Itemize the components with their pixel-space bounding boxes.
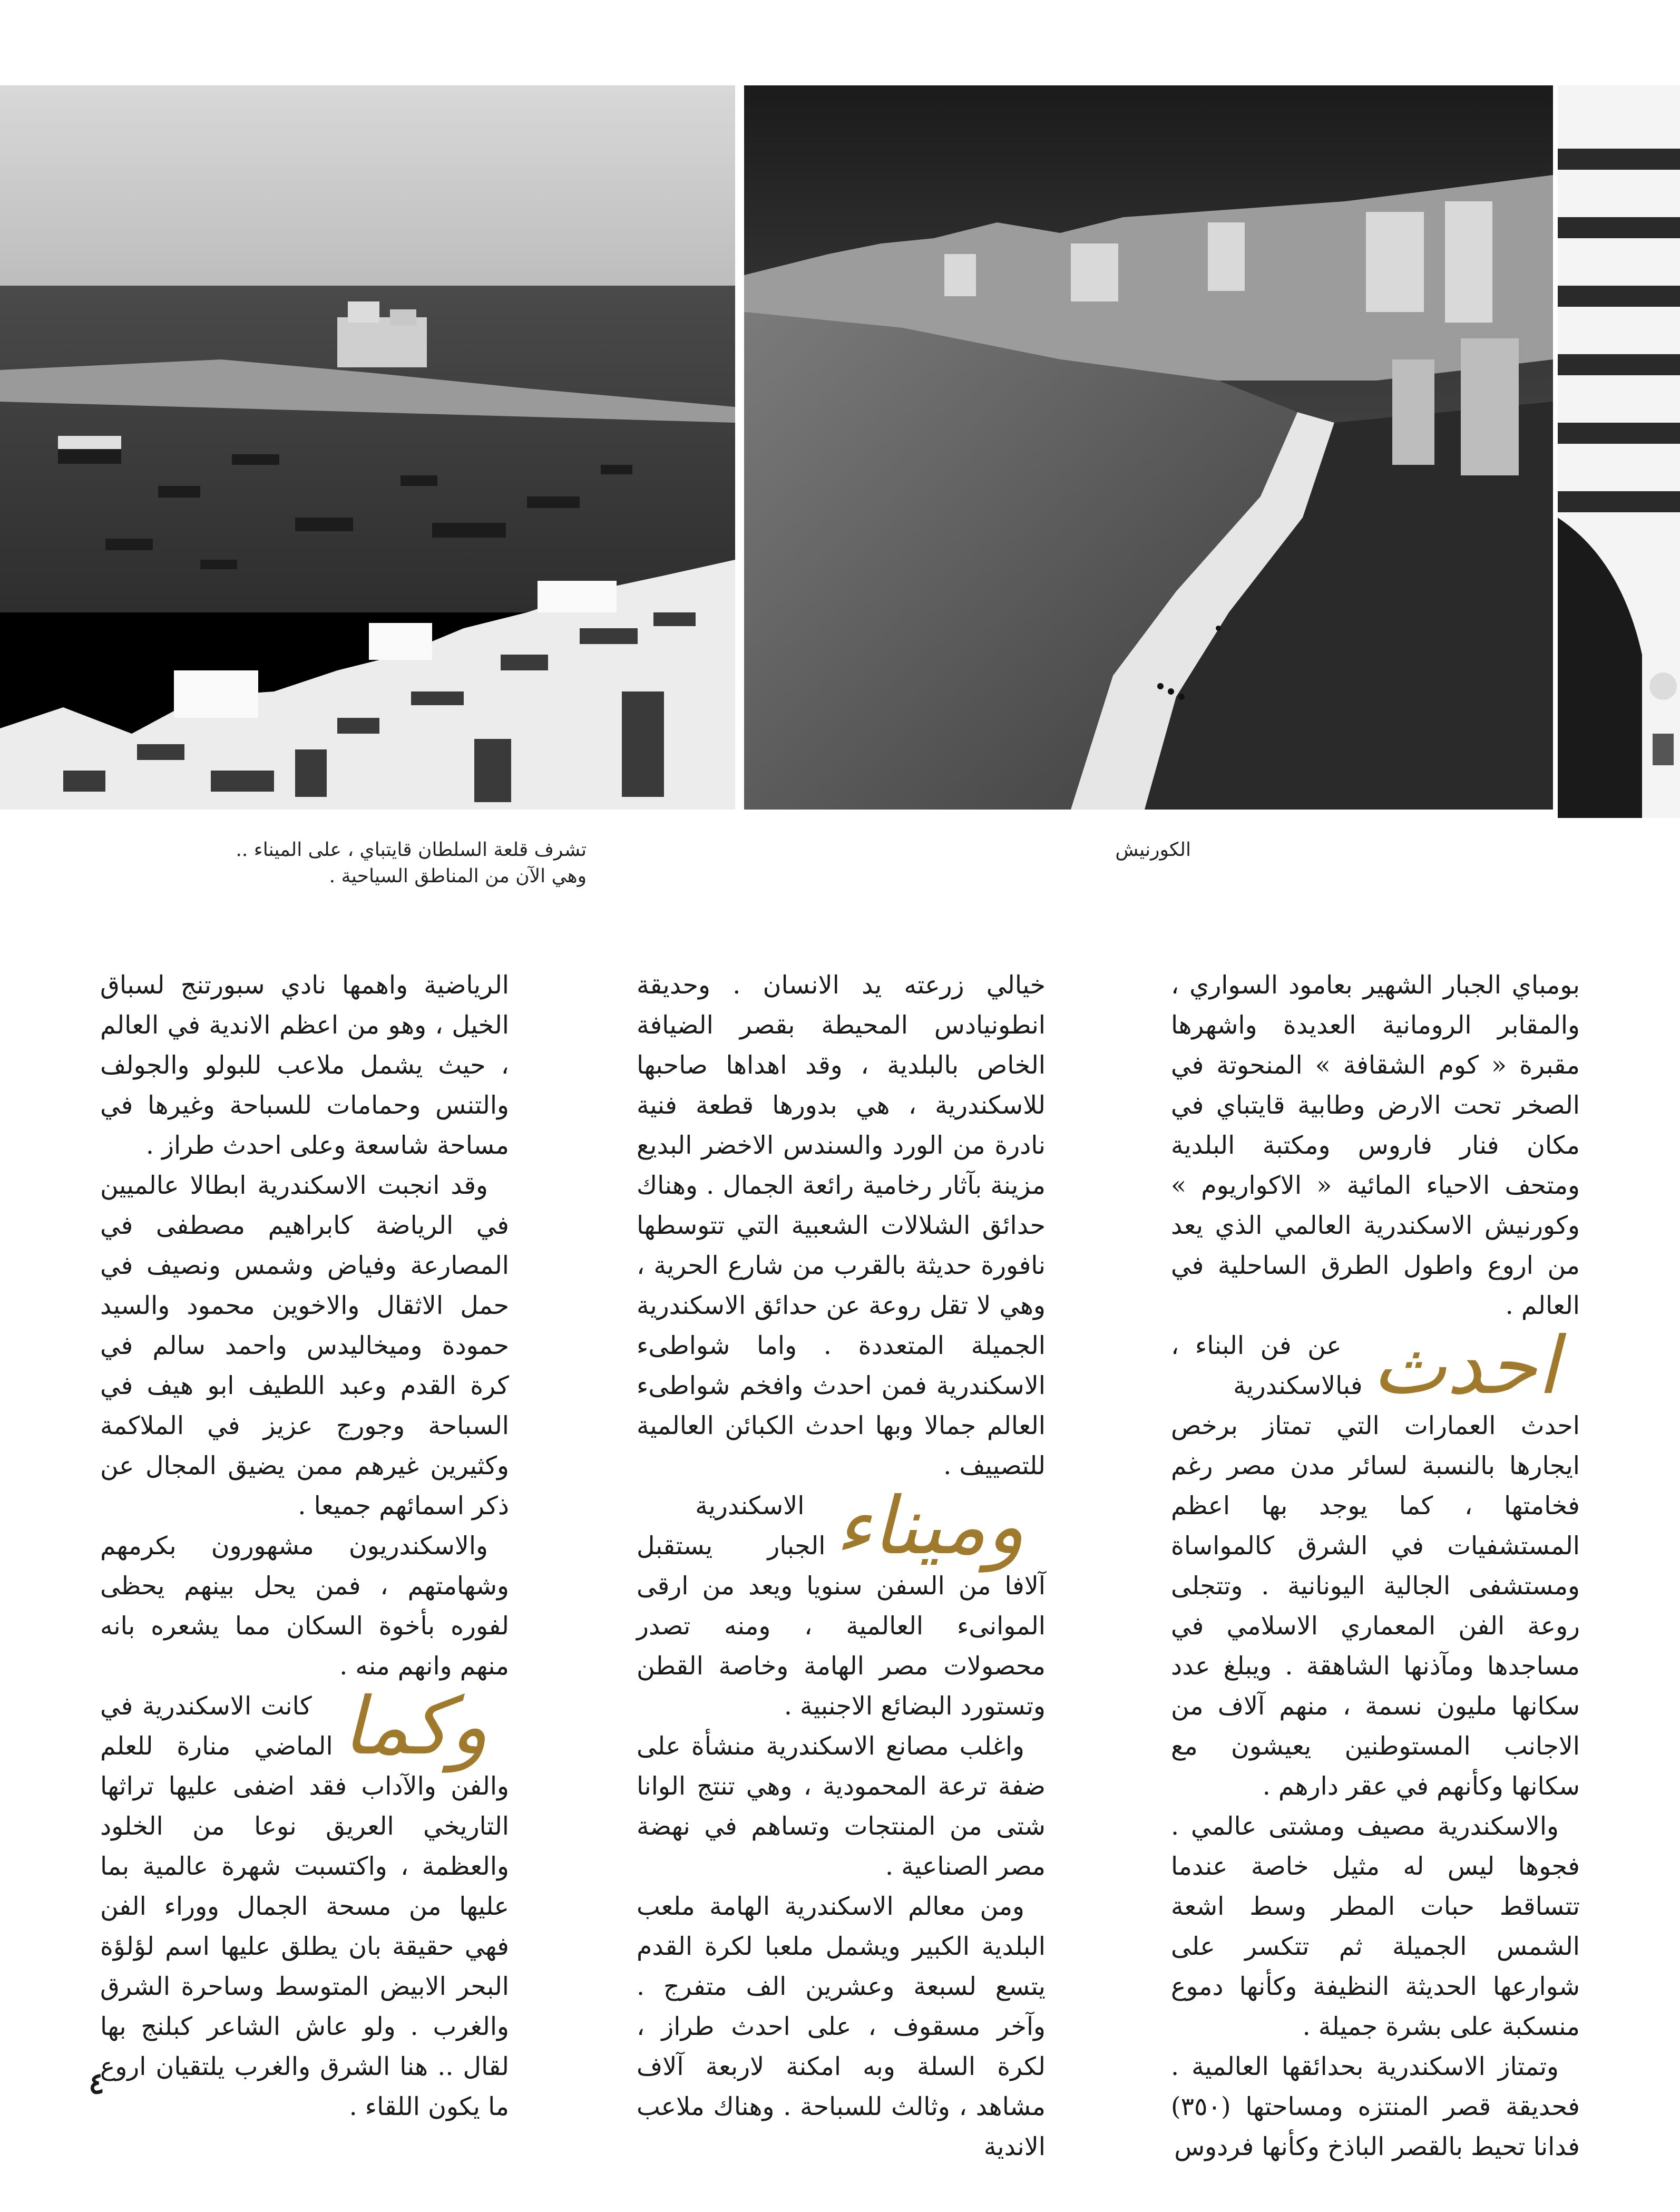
paragraph [637,1480,1046,1727]
paragraph-text: الاسكندرية الجبار يستقبل آلافا من السفن سنويا ويعد من ارقى الموانىء العالمية ، ومنه تصدر محصولات مصر الهامة وخاصة القطن وتستورد البضائع الاجنبية . [637,1492,1046,1721]
text-column-middle [637,966,1046,2161]
paragraph-text: عن فن البناء ، فبالاسكندرية احدث العمارات التي تمتاز برخص ايجارها بالنسبة لسائر مدن مصر رغم فخامتها ، كما يوجد بها اعظم المستشفيات في الشرق كالمواساة ومستشفى الجالية اليونانية . وتتجلى روعة الفن المعماري الاسلامي في مساجدها ومآذنها الشاهقة . ويبلغ عدد سكانها مليون نسمة ، منهم آلاف من الاجانب المستوطنين يعيشون مع سكانها وكأنهم في عقر دارهم . [1171,1331,1580,1801]
paragraph-text: كانت الاسكندرية في الماضي منارة للعلم والفن والآداب فقد اضفى عليها تراثها التاريخي العريق نوعا من الخلود والعظمة ، واكتسبت شهرة عالمية بما عليها من مسحة الجمال ووراء الفن فهي حقيقة بان يطلق عليها اسم لؤلؤة البحر الابيض المتوسط وساحرة الشرق والغرب . ولو عاش الشاعر كبلنج بها لقال .. هنا الشرق والغرب يلتقيان اروع ما يكون اللقاء . [100,1692,509,2121]
corniche-photo-illustration [744,85,1553,810]
paragraph: وقد انجبت الاسكندرية ابطالا عالميين في الرياضة كابراهيم مصطفى في المصارعة وفياض وشمس ونصيف في حمل الاثقال والاخوين محمود والسيد حمودة وميخاليدس واحمد سالم في كرة القدم وعبد اللطيف ابو هيف في السباحة وجورج عزيز في الملاكمة وكثيرين غيرهم ممن يضيق المجال عن ذكر اسمائهم جميعا . [100,1171,509,1521]
paragraph [1171,1320,1580,1807]
paragraph: ومن معالم الاسكندرية الهامة ملعب البلدية الكبير ويشمل ملعبا لكرة القدم يتسع لسبعة وعشرين الف متفرج . وآخر مسقوف ، على احدث طراز ، لكرة السلة وبه امكنة لاربعة آلاف مشاهد ، وثالث للسباحة . وهناك ملاعب الاندية [637,1892,1046,2161]
paragraph: والاسكندرية مصيف ومشتى عالمي . فجوها ليس له مثيل خاصة عندما تتساقط حبات المطر وسط اشعة الشمس الجميلة ثم تتكسر على شوارعها الحديثة النظيفة وكأنها دموع منسكبة على بشرة جميلة . [1171,1812,1580,2041]
caption-port [91,837,587,890]
page-number: ٤ [89,2066,105,2101]
paragraph: بومباي الجبار الشهير بعامود السواري ، والمقابر الرومانية العديدة واشهرها مقبرة « كوم الشقافة » المنحوتة في الصخر تحت الارض وطابية قايتباي في مكان فنار فاروس ومكتبة البلدية ومتحف الاحياء المائية « الاكواريوم » وكورنيش الاسكندرية العالمي الذي يعد من اروع واطول الطرق الساحلية في العالم . [1171,971,1580,1320]
caption-port-line2: وهي الآن من المناطق السياحية . [329,865,587,887]
text-column-left [100,966,509,2121]
paragraph: خيالي زرعته يد الانسان . وحديقة انطونيادس المحيطة بقصر الضيافة الخاص بالبلدية ، وقد اهداها صاحبها للاسكندرية ، هي بدورها قطعة فنية نادرة من الورد والسندس الاخضر البديع مزينة بآثار رخامية رائعة الجمال . وهناك حدائق الشلالات الشعبية التي تتوسطها نافورة حديثة بالقرب من شارع الحرية ، وهي لا تقل روعة عن حدائق الاسكندرية الجميلة المتعددة . واما شواطىء الاسكندرية فمن احدث وافخم شواطىء العالم جمالا وبها احدث الكبائن العالمية للتصييف . [637,971,1046,1480]
caption-corniche: الكورنيش [1115,839,1191,861]
paragraph: واغلب مصانع الاسكندرية منشأة على ضفة ترعة المحمودية ، وهي تنتج الوانا شتى من المنتجات وتساهم في نهضة مصر الصناعية . [637,1732,1046,1881]
drop-cap: احدث [1372,1320,1559,1412]
paragraph: وتمتاز الاسكندرية بحدائقها العالمية . فحديقة قصر المنتزه ومساحتها (٣٥٠) فدانا تحيط بالقصر الباذخ وكأنها فردوس [1171,2052,1580,2161]
photo-modern-building [1558,85,1680,818]
paragraph: والاسكندريون مشهورون بكرمهم وشهامتهم ، فمن يحل بينهم يحظى لفوره بأخوة السكان مما يشعره بانه منهم وانهم منه . [100,1532,509,1681]
drop-cap: وميناء [835,1480,1024,1572]
text-column-right [1171,966,1580,2161]
drop-cap: وكما [342,1681,488,1772]
caption-port-line1: تشرف قلعة السلطان قايتباي ، على الميناء .. [236,839,587,861]
paragraph [100,1681,509,2127]
building-photo-illustration [1558,85,1680,818]
paragraph: الرياضية واهمها نادي سبورتنج لسباق الخيل ، وهو من اعظم الاندية في العالم ، حيث يشمل ملاعب للبولو والجولف والتنس وحمامات للسباحة وغيرها في مساحة شاسعة وعلى احدث طراز . [100,971,509,1160]
port-photo-illustration [0,85,735,810]
photo-corniche [744,85,1553,810]
photo-port-qaitbay-citadel [0,85,735,810]
